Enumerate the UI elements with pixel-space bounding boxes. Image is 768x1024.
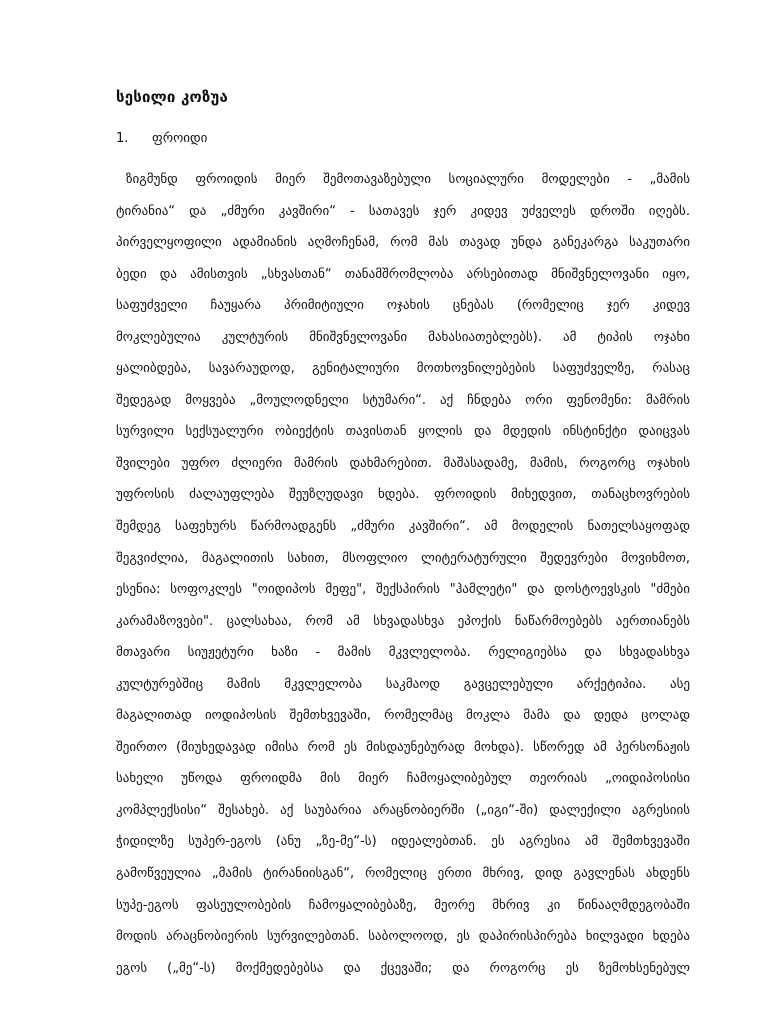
paragraph-line: ზიგმუნდ ფროიდის მიერ შემოთავაზებული სოციალური მოდელები - „მამის xyxy=(126,172,690,187)
paragraph-line: პირველყოფილი ადამიანის აღმოჩენამ, რომ მას თავად უნდა განეკარგა საკუთარი xyxy=(116,235,690,251)
paragraph-line: კომპლექსისი“ შესახებ. აქ საუბარია არაცნობიერში („იგი“-ში) დალექილი აგრესიის xyxy=(116,802,690,818)
paragraph-line: ტირანია“ და „ძმური კავშირი“ - სათავეს ჯერ კიდევ უძველეს დროში იღებს. xyxy=(116,203,690,219)
paragraph-line: შედეგად მოყვება „მოულოდნელი სტუმარი“. აქ ჩნდება ორი ფენომენი: მამრის xyxy=(116,392,690,408)
paragraph-line: შემდეგ საფეხურს წარმოადგენს „ძმური კავშირი“. ამ მოდელის ნათელსაყოფად xyxy=(116,519,690,535)
paragraph-line: კულტურებშიც მამის მკვლელობა საკმაოდ გავცელებული არქეტიპია. ასე xyxy=(116,676,690,692)
paragraph-line: გამოწვეულია „მამის ტირანიისგან“, რომელიც ერთი მხრივ, დიდ გავლენას ახდენს xyxy=(116,866,690,882)
section-heading xyxy=(116,131,207,146)
paragraph-line: შვილები უფრო ძლიერი მამრის დახმარებით. მაშასადამე, მამის, როგორც ოჯახის xyxy=(116,455,690,471)
paragraph-line: მოკლებულია კულტურის მნიშვნელოვანი მახასიათებლებს). ამ ტიპის ოჯახი xyxy=(116,329,690,345)
paragraph-line: მოდის არაცნობიერის სურვილებთან. საბოლოოდ, ეს დაპირისპირება ხილვადი ხდება xyxy=(116,929,690,945)
paragraph-line: სუპე-ეგოს ფასეულობების ჩამოყალიბებაზე, მეორე მხრივ კი წინააღმდეგობაში xyxy=(116,897,690,913)
paragraph-line: საფუძველი ჩაუყარა პრიმიტიული ოჯახის ცნებას (რომელიც ჯერ კიდევ xyxy=(116,298,690,314)
paragraph-line: ჭიდილზე სუპერ-ეგოს (ანუ „ზე-მე“-ს) იდეალებთან. ეს აგრესია ამ შემთხვევაში xyxy=(116,834,690,850)
paragraph-line: ესენია: სოფოკლეს "ოიდიპოს მეფე", შექსპირის "ჰამლეტი" და დოსტოევსკის "ძმები xyxy=(116,582,690,598)
paragraph-line: სურვილი სექსუალური ობიექტის თავისთან ყოლის და მდედის ინსტინქტი დაიცვას xyxy=(116,424,690,440)
paragraph-line: შეირთო (მიუხედავად იმისა რომ ეს მისდაუნებურად მოხდა). სწორედ ამ პერსონაჟის xyxy=(116,739,690,755)
paragraph-line: სახელი უწოდა ფროიდმა მის მიერ ჩამოყალიბებულ თეორიას „ოიდიპოსისი xyxy=(116,771,690,787)
paragraph-line: ბედი და ამისთვის „სხვასთან“ თანამშრომლობა არსებითად მნიშვნელოვანი იყო, xyxy=(116,266,690,282)
section-number: 1. xyxy=(116,131,129,146)
paragraph-line: ყალიბდება, სავარაუდოდ, გენიტალიური მოთხოვნილებების საფუძველზე, რასაც xyxy=(116,361,690,377)
body-paragraph xyxy=(116,164,690,984)
paragraph-line: უფროსის ძალაუფლება შეუზღუდავი ხდება. ფროიდის მიხედვით, თანაცხოვრების xyxy=(116,487,690,503)
section-title: ფროიდი xyxy=(152,131,208,146)
paragraph-line: ეგოს („მე“-ს) მოქმედებებსა და ქცევაში; და როგორც ეს ზემოხსენებულ xyxy=(116,960,690,976)
paragraph-line: კარამაზოვები". ცალსახაა, რომ ამ სხვადასხვა ეპოქის ნაწარმოებებს აერთიანებს xyxy=(116,613,690,629)
document-author-title: სესილი კოზუა xyxy=(116,88,228,106)
paragraph-line: მაგალითად იოდიპოსის შემთხვევაში, რომელმაც მოკლა მამა და დედა ცოლად xyxy=(116,708,690,724)
paragraph-line: მთავარი სიუჟეტური ხაზი - მამის მკვლელობა. რელიგიებსა და სხვადასხვა xyxy=(116,645,690,661)
paragraph-line: შეგვიძლია, მაგალითის სახით, მსოფლიო ლიტერატურული შედევრები მოვიხმოთ, xyxy=(116,550,690,566)
